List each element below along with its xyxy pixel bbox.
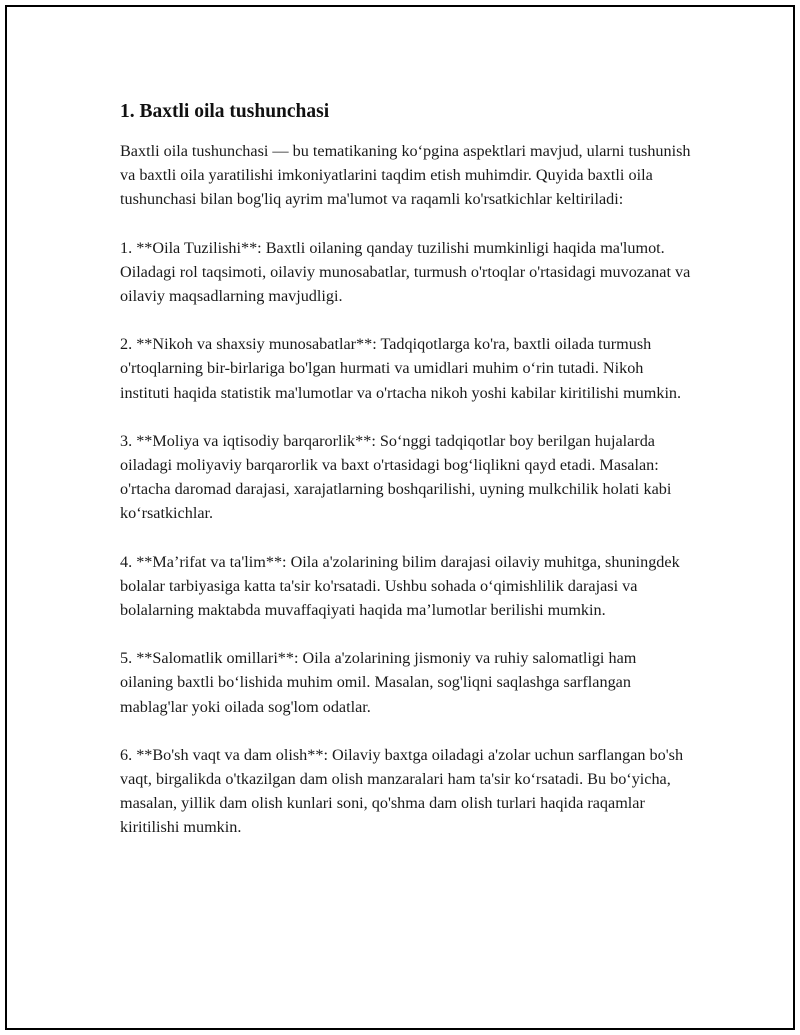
intro-paragraph: Baxtli oila tushunchasi — bu tematikaning koʻpgina aspektlari mavjud, ularni tushunish va baxtli oila yaratilishi imkoniyatlarini taqdim etish muhimdir. Quyida baxtli oila tushunchasi bilan bog'liq ayrim ma'lumot va raqamli ko'rsatkichlar keltiriladi: bbox=[120, 142, 691, 209]
paragraph-marriage-relations: 2. **Nikoh va shaxsiy munosabatlar**: Tadqiqotlarga ko'ra, baxtli oilada turmush o'rtoqlarning bir-birlariga bo'lgan hurmati va umidlari muhim oʻrin tutadi. Nikoh instituti haqida statistik ma'lumotlar va o'rtacha nikoh yoshi kabilar kiritilishi mumkin. bbox=[120, 335, 682, 402]
page-frame bbox=[5, 5, 795, 1030]
paragraph-health-factors: 5. **Salomatlik omillari**: Oila a'zolarining jismoniy va ruhiy salomatligi ham oilaning baxtli boʻlishida muhim omil. Masalan, sog'liqni saqlashga sarflangan mablag'lar yoki oilada sog'lom odatlar. bbox=[120, 649, 637, 716]
document-body bbox=[120, 99, 692, 840]
paragraph-education: 4. **Maʼrifat va ta'lim**: Oila a'zolarining bilim darajasi oilaviy muhitga, shuningdek bolalar tarbiyasiga katta ta'sir ko'rsatadi. Ushbu sohada oʻqimishlilik darajasi va bolalarning maktabda muvaffaqiyati haqida maʼlumotlar berilishi mumkin. bbox=[120, 552, 680, 620]
paragraph-finance-stability: 3. **Moliya va iqtisodiy barqarorlik**: Soʻnggi tadqiqotlar boy berilgan hujalarda oiladagi moliyaviy barqarorlik va baxt o'rtasidagi bogʻliqlikni qayd etadi. Masalan: o'rtacha daromad darajasi, xarajatlarning boshqarilishi, uyning mulkchilik holati kabi koʻrsatkichlar. bbox=[120, 431, 672, 523]
paragraph-family-structure: 1. **Oila Tuzilishi**: Baxtli oilaning qanday tuzilishi mumkinligi haqida ma'lumot. Oiladagi rol taqsimoti, oilaviy munosabatlar, turmush o'rtoqlar o'rtasidagi muvozanat va oilaviy maqsadlarning mavjudligi. bbox=[120, 238, 691, 306]
paragraph-leisure: 6. **Bo'sh vaqt va dam olish**: Oilaviy baxtga oiladagi a'zolar uchun sarflangan bo'sh vaqt, birgalikda o'tkazilgan dam olish manzaralari ham ta'sir koʻrsatadi. Bu boʻyicha, masalan, yillik dam olish kunlari soni, qo'shma dam olish turlari haqida raqamlar kiritilishi mumkin. bbox=[120, 745, 684, 837]
document-title: 1. Baxtli oila tushunchasi bbox=[120, 101, 330, 122]
